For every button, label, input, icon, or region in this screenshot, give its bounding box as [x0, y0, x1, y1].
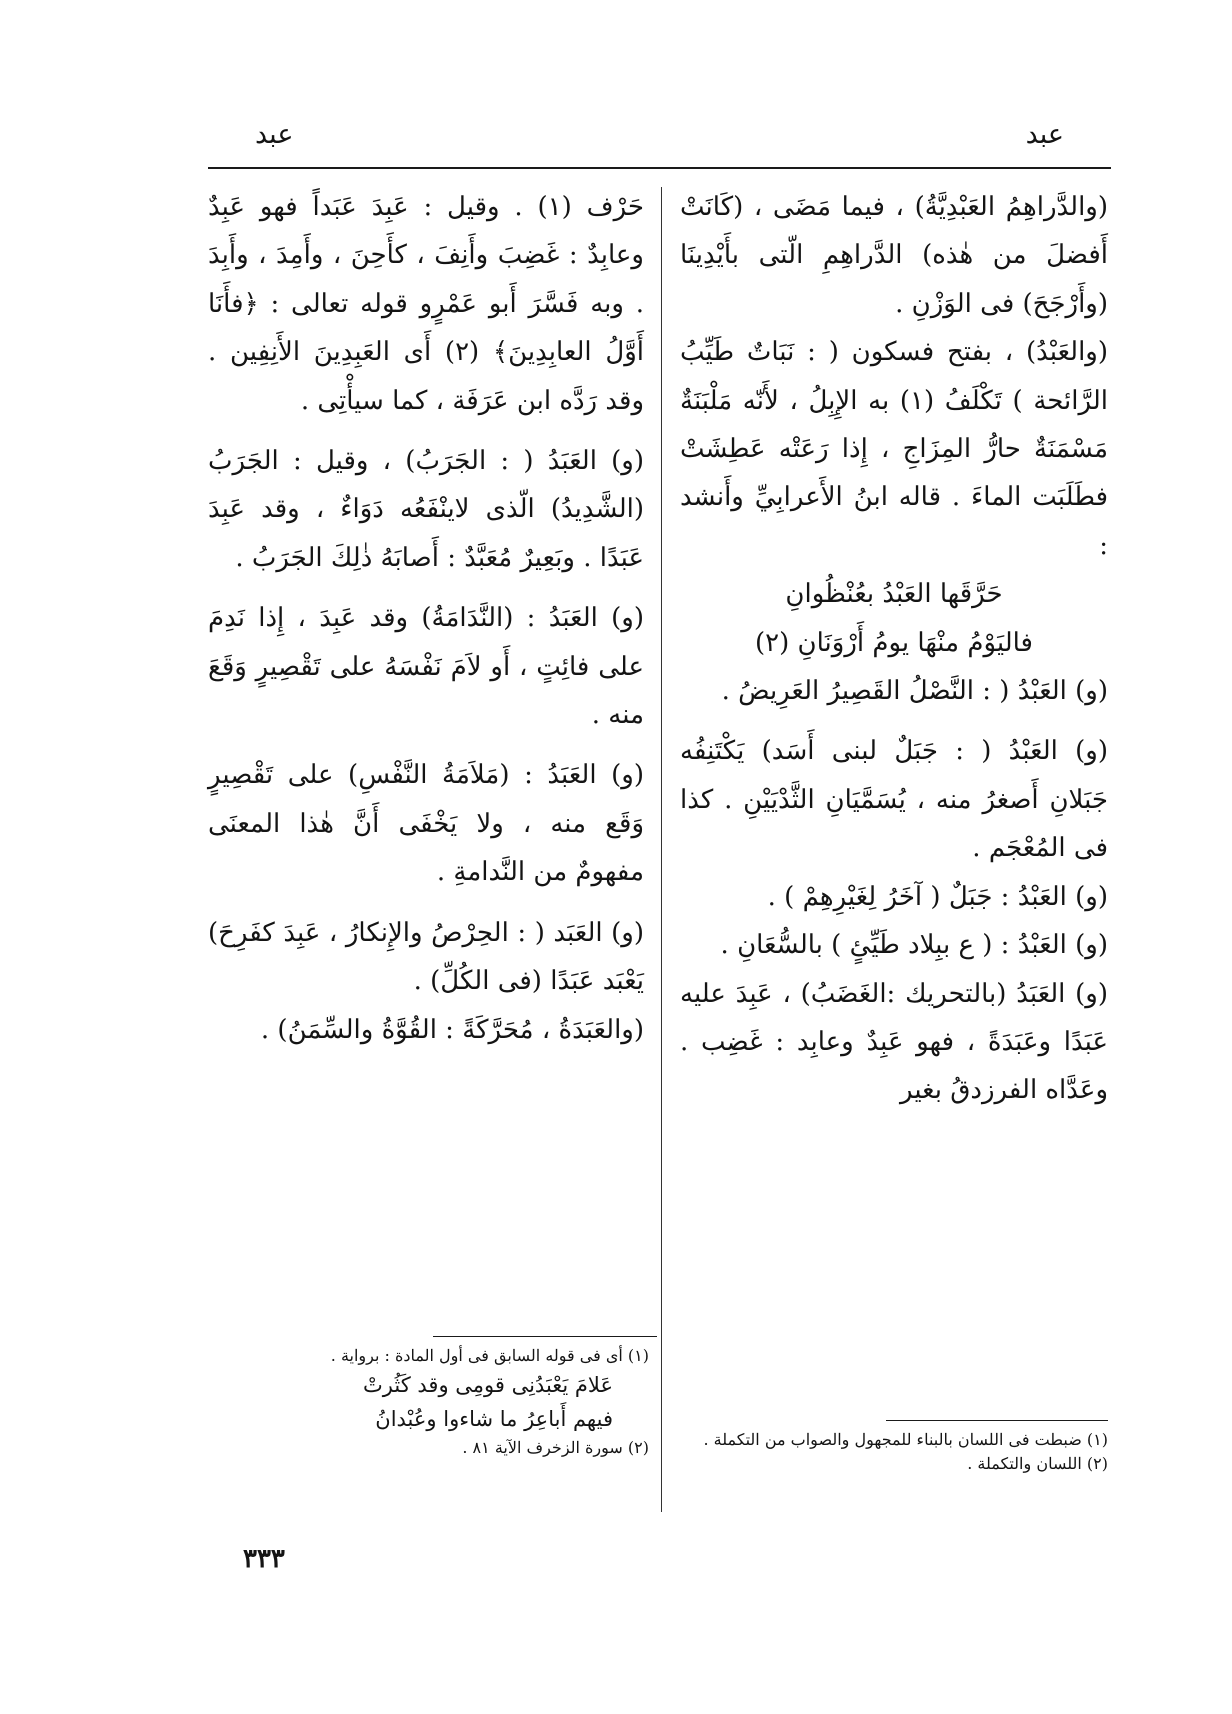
verse-line: فاليَوْمُ منْهَا يومُ أَرْوَنَانِ (٢)	[754, 627, 1033, 658]
left-column	[208, 183, 644, 1054]
entry-paragraph: (و) العَبْدُ : جَبَلٌ ( آخَرُ لِغَيْرِهِمْ ) .	[767, 881, 1108, 912]
entry-paragraph: (و) العَبَد ( : الحِرْصُ والإِنكارُ ، عَبِدَ كفَرِحَ) يَعْبَد عَبَدًا (فى الكُلِّ) .	[208, 917, 644, 997]
page-number: ٣٣٣	[243, 1544, 285, 1574]
entry-paragraph: (والدَّراهِمُ العَبْدِيَّةُ) ، فيما مَضَى ، (كَانَتْ أَفضلَ من هٰذه) الدَّراهِمِ الّتى بأَيْدِينَا (وأَرْجَحَ) فى الوَزْنِ .	[680, 192, 1108, 319]
header-rule	[208, 167, 1111, 169]
header-root-word-right: عبد	[1025, 119, 1064, 150]
footnote: (١) ضبطت فى اللسان بالبناء للمجهول والصواب من التكملة .	[703, 1430, 1108, 1449]
entry-paragraph: (و) العَبَدُ : (النَّدَامَةُ) وقد عَبِدَ ، إِذا نَدِمَ على فائِتٍ ، أَو لاَمَ نَفْسَهُ على تَقْصِيرٍ وَقَعَ منه .	[208, 603, 644, 731]
entry-paragraph: (و) العَبْدُ ( : النَّصْلُ القَصِيرُ العَرِيضُ .	[721, 676, 1108, 707]
entry-paragraph: (و) العَبَدُ (بالتحريك :الغَضَبُ) ، عَبِدَ عليه عَبَدًا وعَبَدَةً ، فهو عَبِدٌ وعابِد : غَضِب . وعَدَّاه الفرزدقُ بغير	[680, 978, 1108, 1106]
footnote: (٢) سورة الزخرف الآية ٨١ .	[462, 1438, 649, 1457]
entry-paragraph: (والعَبَدَةُ ، مُحَرَّكَةً : القُوَّةُ والسِّمَنُ) .	[260, 1014, 644, 1045]
header-root-word-left: عبد	[255, 119, 294, 150]
footnote: (٢) اللسان والتكملة .	[967, 1454, 1108, 1473]
entry-paragraph: حَرْف (١) . وقيل : عَبِدَ عَبَداً فهو عَبِدٌ وعابِدٌ : غَضِبَ وأَنِفَ ، كأَحِنَ ، وأَمِدَ ، وأَبِدَ . وبه فَسَّرَ أَبو عَمْرٍو قوله تعالى : ﴿فأَنَا أَوَّلُ العابِدِينَ﴾ (٢) أَى العَبِدِينَ الأَنِفِين . وقد رَدَّه ابن عَرَفَة ، كما سيأْتِى .	[208, 192, 644, 416]
footnote: (١) أى فى قوله السابق فى أول المادة : برواية .	[330, 1346, 649, 1365]
entry-paragraph: (و) العَبَدُ ( : الجَرَبُ) ، وقيل : الجَرَبُ (الشَّدِيدُ) الّذى لاينْفَعُه دَوَاءٌ ، وقد عَبِدَ عَبَدًا . وبَعِيرٌ مُعَبَّدٌ : أَصابَهُ ذٰلِكَ الجَرَبُ .	[208, 446, 644, 573]
left-footnotes	[331, 1344, 649, 1460]
right-footnote-rule	[886, 1420, 1108, 1421]
entry-paragraph: (و) العَبْدُ ( : جَبَلٌ لبنى أَسَد) يَكْتَنِفُه جَبَلانِ أَصغرُ منه ، يُسَمَّيَانِ الثَّدْيَيْنِ . كذا فى المُعْجَم .	[680, 736, 1108, 864]
left-footnote-rule	[433, 1336, 657, 1337]
entry-paragraph: (و) العَبَدُ : (مَلاَمَةُ النَّفْسِ) على تَقْصِيرٍ وَقَع منه ، ولا يَخْفَى أَنَّ هٰذا المعنَى مفهومٌ من النَّدامةِ .	[208, 760, 644, 888]
footnote-verse: عَلامَ يَعْبَدُنِى قومِى وقد كَثُرتْ	[363, 1373, 613, 1397]
right-footnotes	[703, 1428, 1108, 1476]
column-divider	[661, 187, 662, 1512]
footnote-verse: فيهم أَباعِرُ ما شاءوا وعُبْدانُ	[375, 1407, 613, 1431]
right-column	[680, 183, 1108, 1115]
entry-paragraph: (و) العَبْدُ : ( ع ببِلاد طَيِّئٍ ) بالسُّعَانِ .	[720, 930, 1108, 961]
entry-paragraph: (والعَبْدُ) ، بفتح فسكون ( : نَبَاتٌ طَيِّبُ الرَّائحة ) تَكْلَفُ (١) به الإِبِلُ ، لأَنّه مَلْبَنَةٌ مَسْمَنَةٌ حارُّ المِزَاجِ ، إِذا رَعَتْه عَطِشَتْ فطَلَبَت الماءَ . قاله ابنُ الأَعرابِيِّ وأَنشد :	[680, 337, 1108, 561]
verse-line: حَرَّقَها العَبْدُ بعُنْظُوانِ	[785, 579, 1003, 610]
